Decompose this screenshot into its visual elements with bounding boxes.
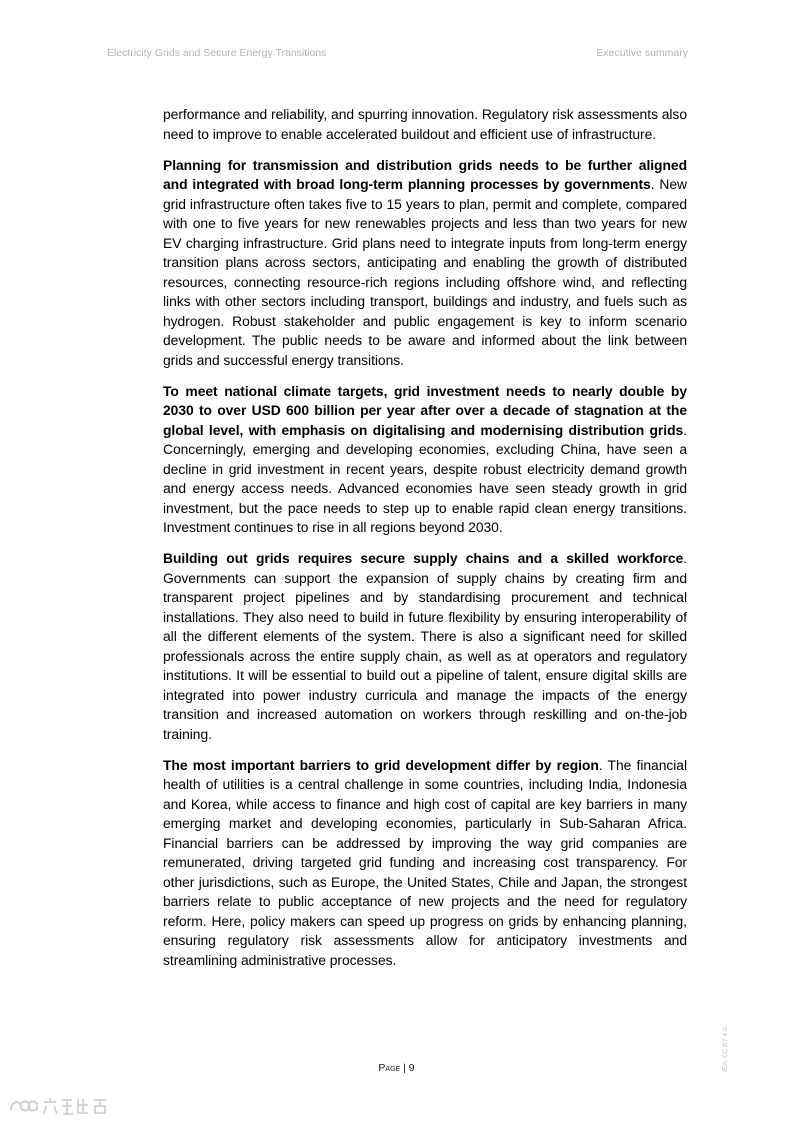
- paragraph: [163, 156, 687, 371]
- page-footer: [0, 1062, 793, 1074]
- watermark-logo-text: [42, 1096, 110, 1116]
- paragraph: [163, 549, 687, 744]
- running-title: Electricity Grids and Secure Energy Transitions: [107, 47, 327, 59]
- paragraph-text: . The financial health of utilities is a central challenge in some countries, including India, Indonesia and Korea, while access to finance and high cost of capital are key barriers in many emerging market and developing economies, particularly in Sub-Saharan Africa. Financial barriers can be addressed by improving the way grid companies are remunerated, driving targeted grid funding and increasing cost transparency. For other jurisdictions, such as Europe, the United States, Chile and Japan, the strongest barriers relate to public acceptance of new projects and the need for regulatory reform. Here, policy makers can speed up progress on grids by enhancing planning, ensuring regulatory risk assessments allow for anticipatory investments and streamlining administrative processes.: [163, 756, 687, 968]
- paragraph: [163, 756, 687, 971]
- paragraph-lead: The most important barriers to grid development differ by region: [163, 756, 599, 773]
- paragraph-text: . New grid infrastructure often takes five to 15 years to plan, permit and complete, compared with one to five years for new renewables projects and less than two years for new EV charging infrastructure. Grid plans need to integrate inputs from long-term energy transition plans across sectors, anticipating and enabling the growth of distributed resources, connecting resource-rich regions including offshore wind, and reflecting links with other sectors including transport, buildings and industry, and fuels such as hydrogen. Robust stakeholder and public engagement is key to inform scenario development. The public needs to be aware and informed about the link between grids and successful energy transitions.: [163, 176, 687, 368]
- page-header: [107, 47, 688, 61]
- paragraph-text: performance and reliability, and spurring innovation. Regulatory risk assessments also need to improve to enable accelerated buildout and efficient use of infrastructure.: [163, 106, 687, 142]
- watermark-logo: [8, 1094, 110, 1118]
- paragraph-lead: Planning for transmission and distribution grids needs to be further aligned and integrated with broad long-term planning processes by governments: [163, 156, 687, 193]
- page-label: Page: [378, 1062, 401, 1074]
- page-separator: |: [400, 1062, 409, 1074]
- body-text: [163, 105, 687, 982]
- paragraph-text: . Concerningly, emerging and developing economies, excluding China, have seen a decline in grid investment in recent years, despite robust electricity demand growth and energy access needs. Advanced economies have seen steady growth in grid investment, but the pace needs to step up to enable rapid clean energy transitions. Investment continues to rise in all regions beyond 2030.: [163, 421, 687, 536]
- paragraph-text: . Governments can support the expansion of supply chains by creating firm and transparent project pipelines and by standardising procurement and technical installations. They also need to build in future flexibility by ensuring interoperability of all the different elements of the system. There is also a significant need for skilled professionals across the entire supply chain, as well as at operators and regulatory institutions. It will be essential to build out a pipeline of talent, ensure digital skills are integrated into power industry curricula and manage the impacts of the energy transition and increased automation on workers through reskilling and on-the-job training.: [163, 550, 687, 742]
- section-title: Executive summary: [596, 47, 688, 59]
- paragraph: [163, 382, 687, 538]
- page-number: 9: [408, 1062, 415, 1074]
- watermark-logo-icon: [8, 1096, 38, 1116]
- license-note: IEA. CC BY 4.0.: [722, 1025, 729, 1072]
- paragraph-lead: To meet national climate targets, grid investment needs to nearly double by 2030 to over USD 600 billion per year after over a decade of stagnation at the global level, with emphasis on digitalising and modernising distribution grids: [163, 382, 687, 438]
- paragraph: [163, 105, 687, 144]
- paragraph-lead: Building out grids requires secure supply chains and a skilled workforce: [163, 550, 684, 567]
